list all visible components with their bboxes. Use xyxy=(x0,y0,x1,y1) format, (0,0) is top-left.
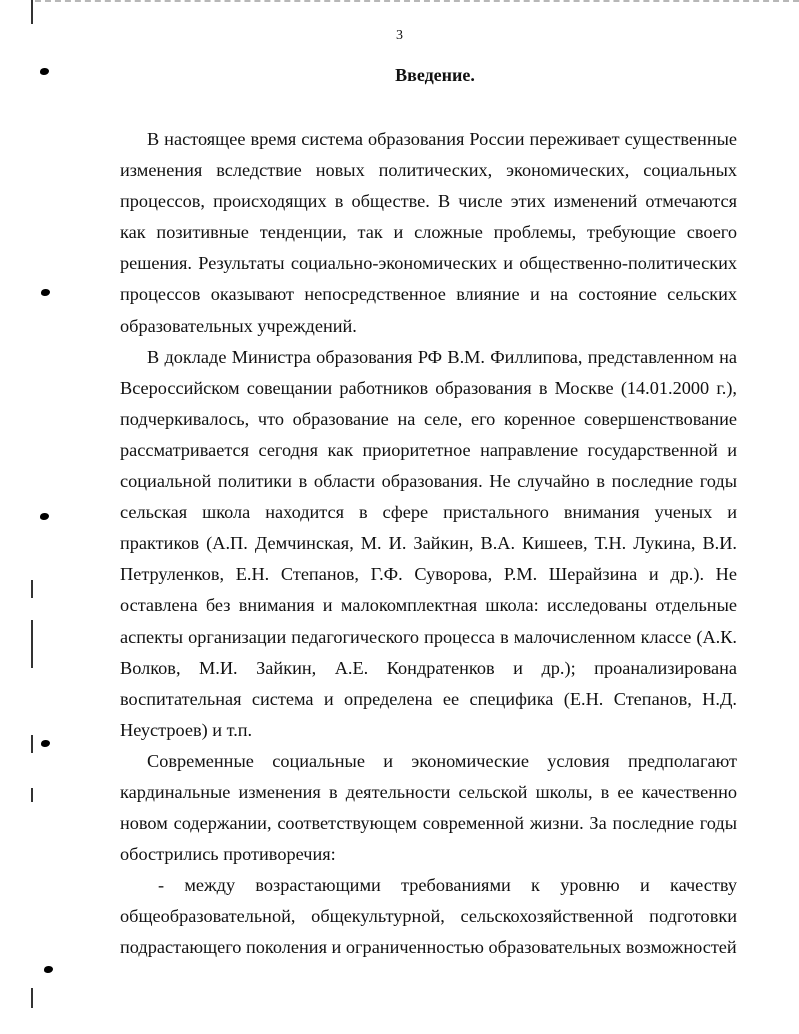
paragraph: Современные социальные и экономические условия предполагают кардинальные изменения в деятельности сельской школы, в ее качественно новом содержании, соответствующем современной жизни. За последние годы обострились противоречия: xyxy=(120,750,737,865)
paragraph: В настоящее время система образования России переживает существенные изменения вследствие новых политических, экономических, социальных процессов, происходящих в обществе. В числе этих изменений отмечаются как позитивные тенденции, так и сложные проблемы, требующие своего решения. Результаты социально-экономических и общественно-политических процессов оказывают непосредственное влияние и на состояние сельских образовательных учреждений. xyxy=(120,129,737,336)
binding-hole-mark xyxy=(44,966,53,973)
page-title: Введение. xyxy=(395,65,475,85)
scan-left-edge xyxy=(31,788,33,802)
list-paragraph: - между возрастающими требованиями к уровню и качеству общеобразовательной, общекультурной, сельскохозяйственной подготовки подрастающего поколения и ограниченностью образовательных возможностей xyxy=(120,875,737,958)
page-number: 3 xyxy=(396,28,403,43)
binding-hole-mark xyxy=(41,289,50,296)
scan-top-edge xyxy=(35,0,799,5)
paragraph: В докладе Министра образования РФ В.М. Филлипова, представленном на Всероссийском совещании работников образования в Москве (14.01.2000 г.), подчеркивалось, что образование на селе, его коренное совершенствование рассматривается сегодня как приоритетное направление государственной и социальной политики в области образования. Не случайно в последние годы сельская школа находится в сфере пристального внимания ученых и практиков (А.П. Демчинская, М. И. Зайкин, В.А. Кишеев, Т.Н. Лукина, В.И. Петруленков, Е.Н. Степанов, Г.Ф. Суворова, Р.М. Шерайзина и др.). Не оставлена без внимания и малокомплектная школа: исследованы отдельные аспекты организации педагогического процесса в малочисленном классе (А.К. Волков, М.И. Зайкин, А.Е. Кондратенков и др.); проанализирована воспитательная система и определена ее специфика (Е.Н. Степанов, Н.Д. Неустроев) и т.п. xyxy=(120,346,737,740)
scan-left-edge xyxy=(31,988,33,1008)
scan-left-edge xyxy=(31,580,33,598)
scan-left-edge xyxy=(31,0,33,24)
document-body xyxy=(120,124,737,964)
scan-left-edge xyxy=(31,620,33,668)
scan-left-edge xyxy=(31,735,33,753)
binding-hole-mark xyxy=(41,740,50,747)
binding-hole-mark xyxy=(40,513,49,520)
